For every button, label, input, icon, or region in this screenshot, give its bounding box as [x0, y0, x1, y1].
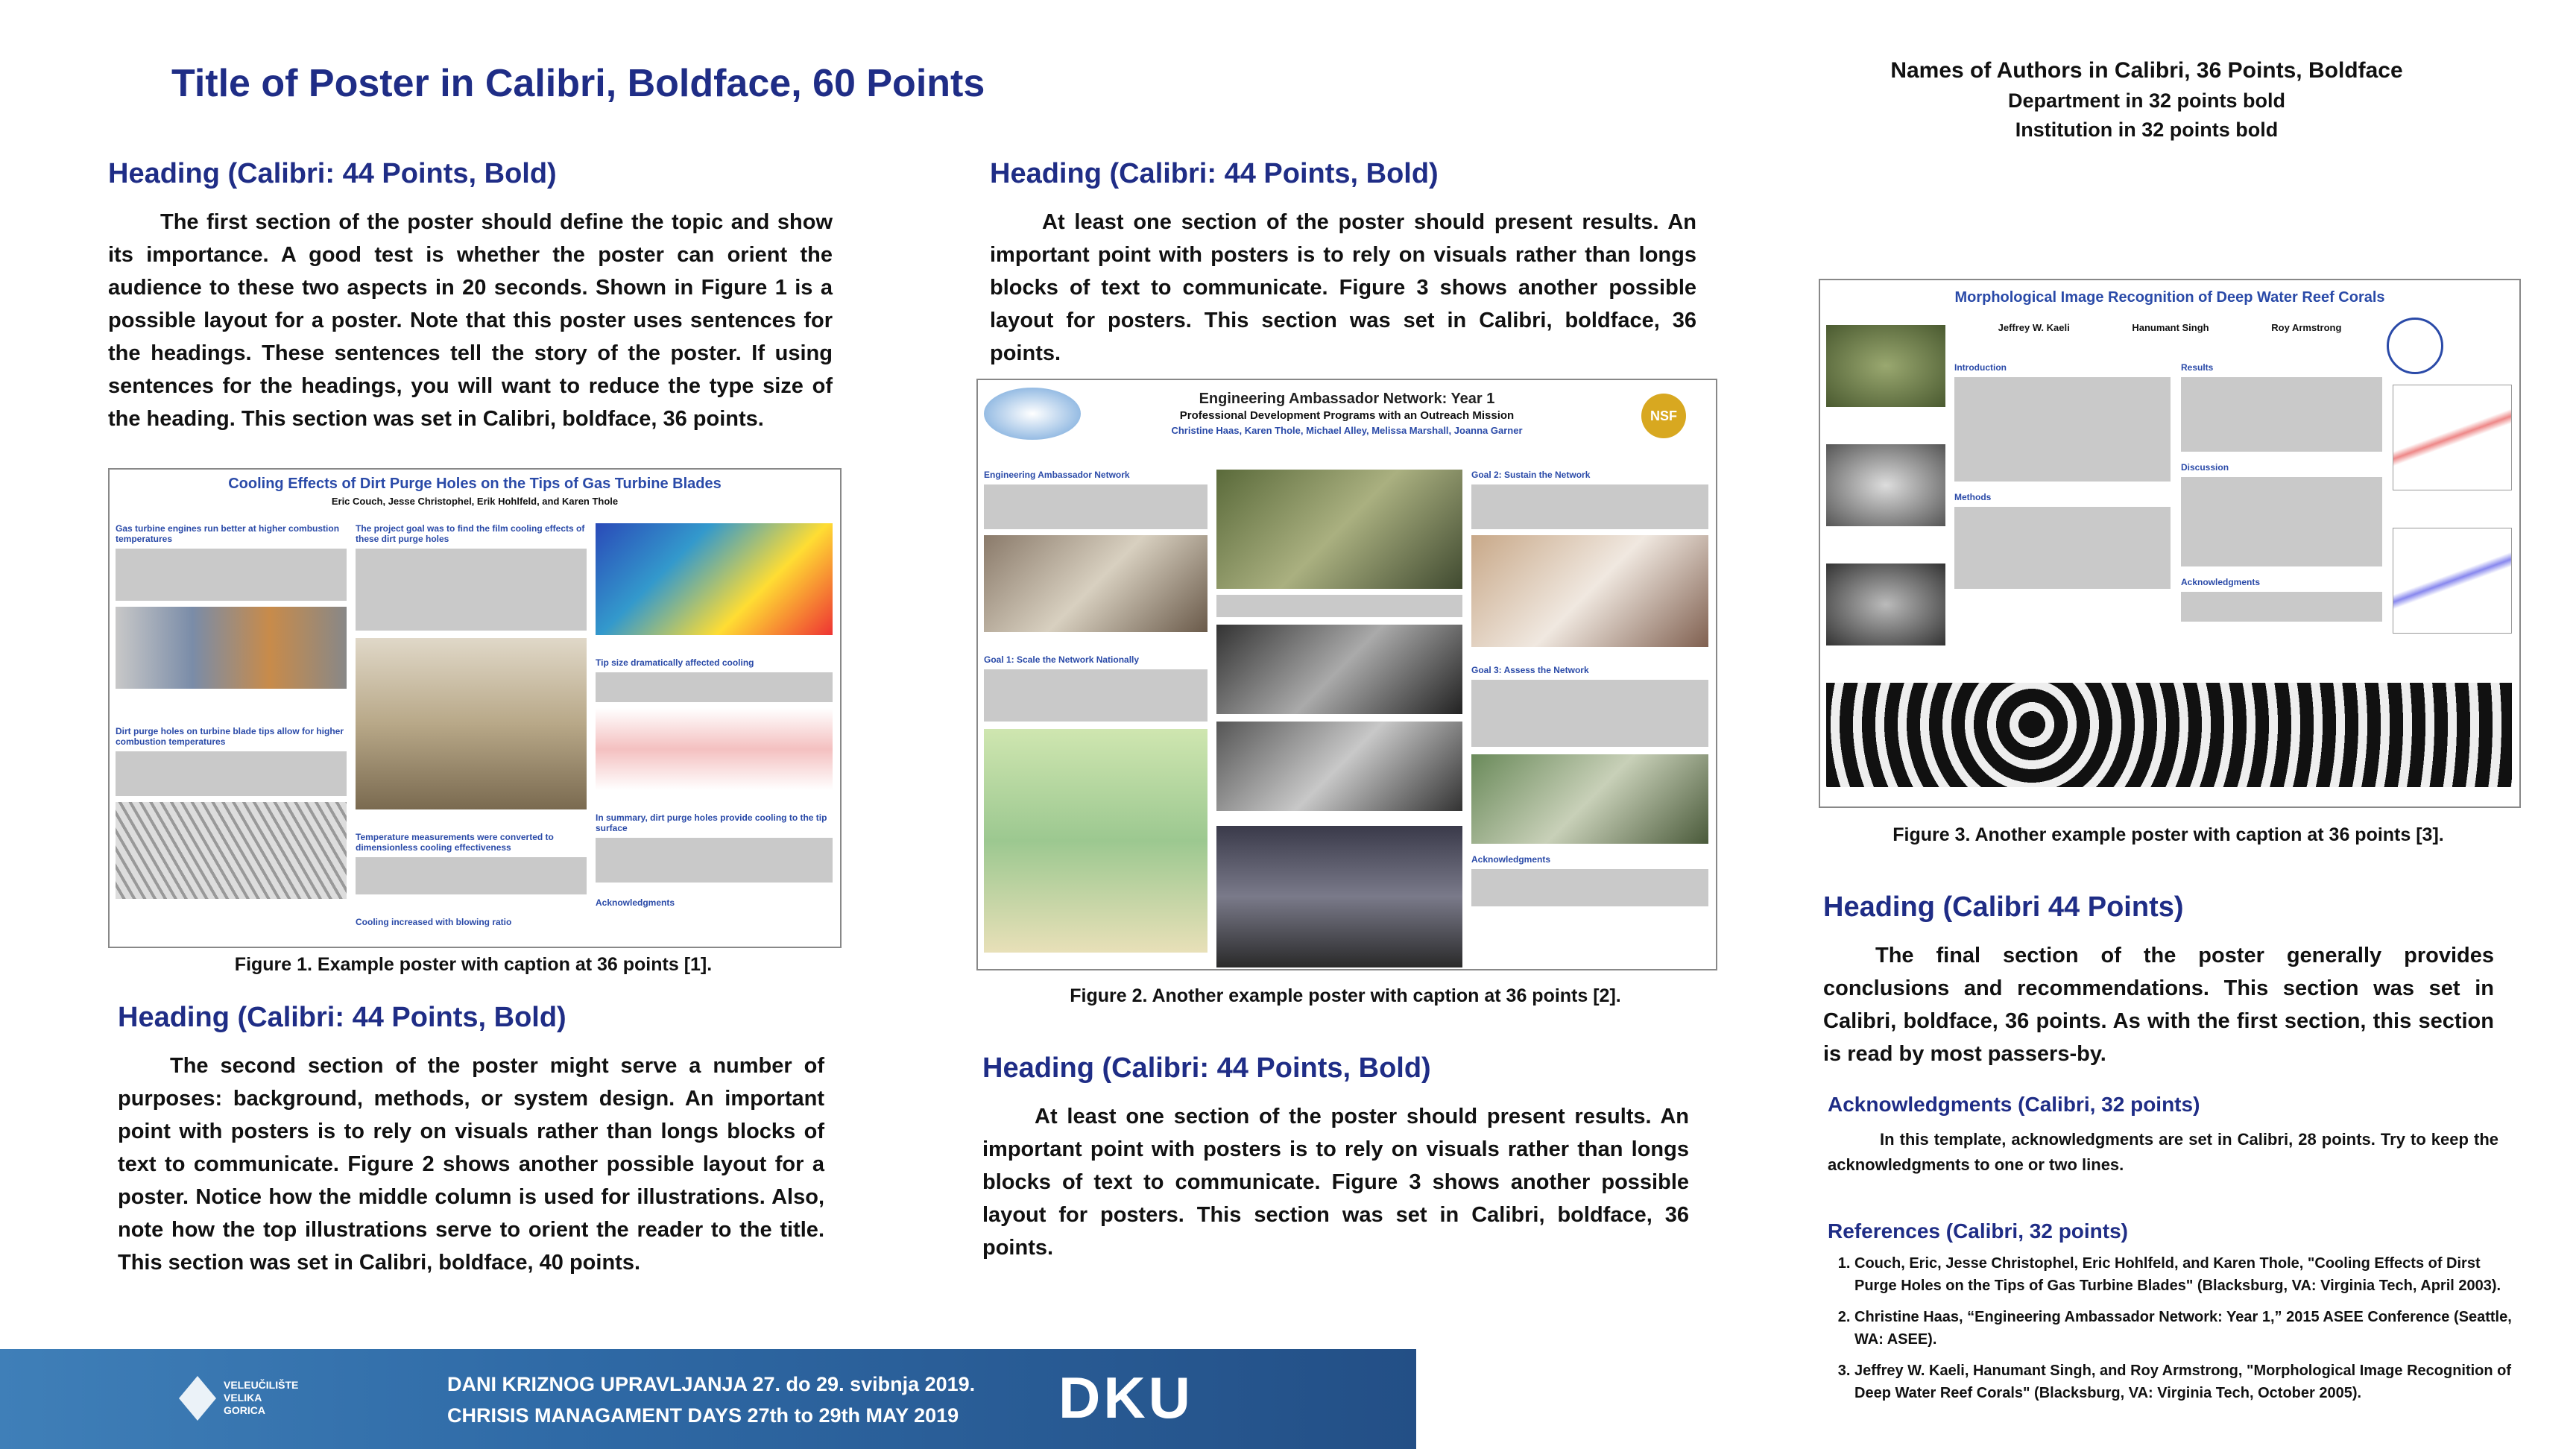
fig2-group-photo [1216, 470, 1462, 589]
fig1-authors: Eric Couch, Jesse Christophel, Erik Hohlfeld, and Karen Thole [331, 496, 619, 507]
author-names: Names of Authors in Calibri, 36 Points, Boldface [1890, 58, 2403, 83]
fig1-text-block [116, 751, 347, 796]
fig2-heading-1: Engineering Ambassador Network [984, 470, 1130, 480]
col1-paragraph-2: The second section of the poster might serve a number of purposes: background, methods, or system design. An important point with posters is to rely on visuals rather than longs blocks of text to communicate. Figure 2 shows another possible layout for a poster. Notice how the middle column is used for illustrations. Also, note how the top illustrations serve to orient the reader to the title. This section was set in Calibri, boldface, 40 points. [118, 1054, 824, 1275]
fig3-title: Morphological Image Recognition of Deep Water Reef Corals [1954, 289, 2385, 306]
fig2-text-block [1471, 869, 1708, 906]
fig2-text-block [1471, 680, 1708, 747]
reference-item: 2. Christine Haas, “Engineering Ambassador Network: Year 1,” 2015 ASEE Conference (Seattle, WA: ASEE). [1854, 1306, 2518, 1351]
col1-heading-2: Heading (Calibri: 44 Points, Bold) [118, 1002, 566, 1033]
fig1-heading-5: Temperature measurements were converted to dimensionless cooling effectiveness [356, 832, 554, 853]
fig3-plot-1 [2393, 385, 2512, 490]
fig1-line-plot [596, 708, 833, 790]
fig3-heading-4: Methods [1954, 492, 1992, 502]
fig3-seal [2387, 318, 2443, 374]
author-block [1819, 58, 2475, 142]
fig2-photo [1216, 722, 1462, 811]
fig2-heading-4: Goal 3: Assess the Network [1471, 665, 1589, 675]
fig1-text-block [356, 549, 587, 631]
fig1-heading-3: Tip size dramatically affected cooling [596, 657, 754, 668]
conference-footer-banner [0, 1349, 1416, 1449]
fig1-tunnel-photo [356, 638, 587, 809]
figure-2-poster [976, 379, 1717, 970]
author-institution: Institution in 32 points bold [2015, 119, 2279, 141]
references-list [1828, 1252, 2518, 1413]
figure-3-caption: Figure 3. Another example poster with caption at 36 points [3]. [1892, 824, 2444, 845]
col2-paragraph-1: At least one section of the poster should present results. An important point with posters is to rely on visuals rather than longs blocks of text to communicate. Figure 3 shows another possible layout for posters. This section was set in Calibri, boldface, 36 points. [990, 210, 1696, 365]
figure-1-poster [108, 468, 842, 948]
col2-paragraph-2: At least one section of the poster should present results. An important point with posters is to rely on visuals rather than longs blocks of text to communicate. Figure 3 shows another possible layout for posters. This section was set in Calibri, boldface, 36 points. [982, 1105, 1689, 1260]
fig2-text-block [984, 484, 1208, 529]
college-logo-text: VELEUČILIŠTE VELIKA GORICA [224, 1379, 299, 1416]
figure-3-poster [1819, 279, 2521, 808]
fig2-authors: Christine Haas, Karen Thole, Michael Alley, Melissa Marshall, Joanna Garner [1171, 425, 1523, 436]
fig3-text-block [1954, 377, 2171, 482]
col1-paragraph-1: The first section of the poster should define the topic and show its importance. A good test is whether the poster can orient the audience to these two aspects in 20 seconds. Shown in Figure 1 is a possible layout for a poster. Note that this poster uses sentences for the headings. These sentences tell the story of the poster. If using sentences for the headings, you will want to reduce the type size of the heading. This section was set in Calibri, boldface, 36 points. [108, 210, 833, 431]
references-heading: References (Calibri, 32 points) [1828, 1219, 2129, 1243]
fig3-heading-2: Results [2181, 362, 2214, 373]
fig2-heading-3: Goal 1: Scale the Network Nationally [984, 654, 1140, 665]
fig2-nsf-badge: NSF [1641, 394, 1686, 438]
dku-logo: DKU [1058, 1365, 1193, 1430]
fig2-heading-5: Acknowledgments [1471, 854, 1551, 865]
fig1-heading-2: The project goal was to find the film cooling effects of these dirt purge holes [356, 523, 585, 544]
fig1-text-block [596, 672, 833, 702]
fig3-text-block [1954, 507, 2171, 589]
fig2-logo [984, 388, 1081, 440]
fig3-heading-5: Acknowledgments [2181, 577, 2261, 587]
fig3-heading-1: Introduction [1954, 362, 2007, 373]
college-logo-icon [179, 1376, 216, 1421]
fig3-coral-image [1826, 325, 1945, 407]
fig1-contour-plot [596, 523, 833, 635]
fig3-grayscale-image [1826, 444, 1945, 526]
fig2-heading-2: Goal 2: Sustain the Network [1471, 470, 1591, 480]
fig3-heading-3: Discussion [2181, 462, 2229, 473]
fig3-plot-2 [2393, 528, 2512, 634]
fig1-blade-diagram [116, 802, 347, 899]
col1-heading-1: Heading (Calibri: 44 Points, Bold) [108, 158, 557, 189]
fig1-text-block [116, 549, 347, 601]
figure-2-caption: Figure 2. Another example poster with caption at 36 points [2]. [1070, 985, 1621, 1006]
fig3-author-1: Jeffrey W. Kaeli [1998, 322, 2070, 333]
fig3-author-3: Roy Armstrong [2271, 322, 2342, 333]
col3-heading: Heading (Calibri 44 Points) [1823, 891, 2184, 923]
poster-title: Title of Poster in Calibri, Boldface, 60 Points [171, 62, 985, 105]
fig1-heading-6: In summary, dirt purge holes provide cooling to the tip surface [596, 812, 827, 833]
fig1-heading-1: Gas turbine engines run better at higher combustion temperatures [116, 523, 340, 544]
footer-line-2: CHRISIS MANAGAMENT DAYS 27th to 29th MAY 2019 [447, 1404, 959, 1427]
fig1-heading-8: Acknowledgments [596, 897, 675, 908]
fig3-threshold-strip [1826, 683, 2512, 787]
fig1-text-block [356, 857, 587, 894]
fig2-map [984, 729, 1208, 953]
fig3-gradient-image [1826, 564, 1945, 645]
fig2-text-block [984, 669, 1208, 722]
fig2-photo [1216, 625, 1462, 714]
fig1-title: Cooling Effects of Dirt Purge Holes on the Tips of Gas Turbine Blades [228, 476, 722, 492]
fig3-text-block [2181, 377, 2382, 452]
col3-paragraph: The final section of the poster generally provides conclusions and recommendations. This section was set in Calibri, boldface, 36 points. As with the first section, this section is read by most passers-by. [1823, 944, 2494, 1066]
author-department: Department in 32 points bold [2007, 89, 2286, 112]
fig3-text-block [2181, 592, 2382, 622]
fig1-engine-image [116, 607, 347, 689]
fig2-photo [984, 535, 1208, 632]
fig3-author-2: Hanumant Singh [2132, 322, 2209, 333]
fig3-text-block [2181, 477, 2382, 566]
fig2-photo [1471, 535, 1708, 647]
fig2-text-block [1216, 595, 1462, 617]
footer-line-1: DANI KRIZNOG UPRAVLJANJA 27. do 29. svibnja 2019. [447, 1373, 976, 1395]
fig2-subtitle: Professional Development Programs with an Outreach Mission [1179, 409, 1515, 422]
fig2-photo [1216, 826, 1462, 967]
fig2-photo [1471, 754, 1708, 844]
fig1-heading-7: Cooling increased with blowing ratio [356, 917, 512, 927]
col2-heading-2: Heading (Calibri: 44 Points, Bold) [982, 1052, 1431, 1084]
fig2-text-block [1471, 484, 1708, 529]
reference-item: 3. Jeffrey W. Kaeli, Hanumant Singh, and Roy Armstrong, "Morphological Image Recognition of Deep Water Reef Corals" (Blacksburg, VA: Virginia Tech, October 2005). [1854, 1360, 2518, 1404]
acknowledgments-text: In this template, acknowledgments are set in Calibri, 28 points. Try to keep the acknowledgments to one or two lines. [1828, 1130, 2498, 1174]
fig2-title: Engineering Ambassador Network: Year 1 [1199, 391, 1495, 407]
fig1-text-block [596, 838, 833, 883]
reference-item: 1. Couch, Eric, Jesse Christophel, Eric Hohlfeld, and Karen Thole, "Cooling Effects of Dirst Purge Holes on the Tips of Gas Turbine Blades" (Blacksburg, VA: Virginia Tech, April 2003). [1854, 1252, 2518, 1297]
acknowledgments-heading: Acknowledgments (Calibri, 32 points) [1828, 1093, 2200, 1116]
fig1-heading-4: Dirt purge holes on turbine blade tips allow for higher combustion temperatures [116, 726, 344, 747]
figure-1-caption: Figure 1. Example poster with caption at 36 points [1]. [234, 954, 713, 975]
col2-heading-1: Heading (Calibri: 44 Points, Bold) [990, 158, 1439, 189]
